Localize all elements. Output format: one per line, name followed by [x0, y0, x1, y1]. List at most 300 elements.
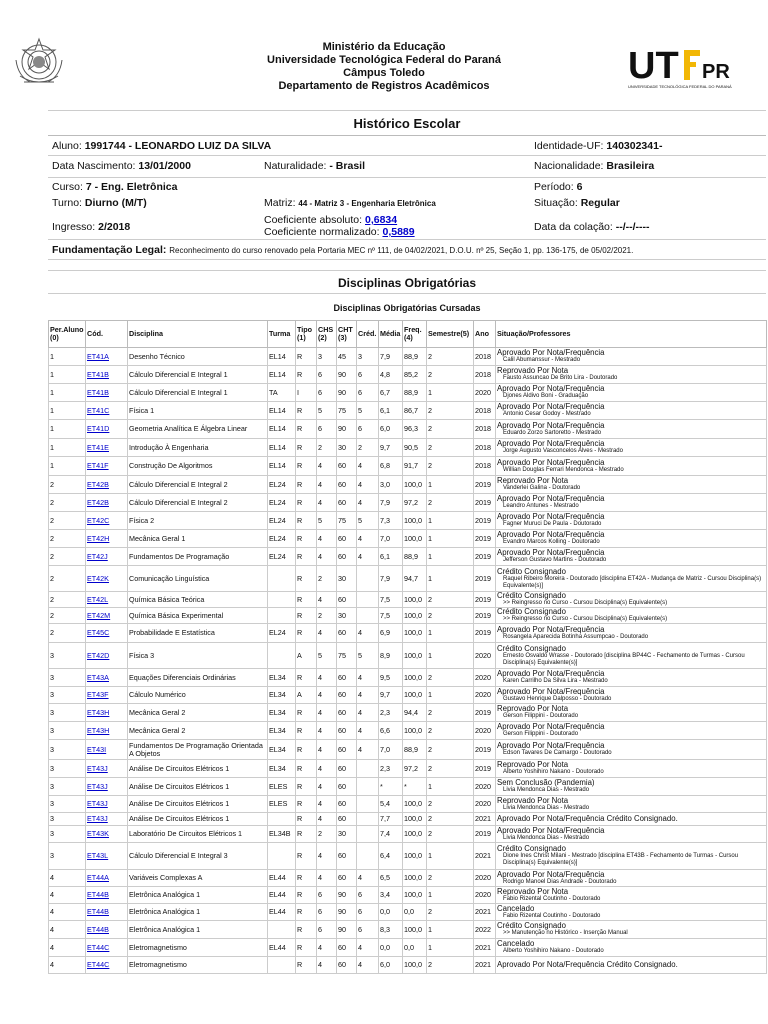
cell-freq: 94,4 — [403, 704, 427, 722]
course-code-cell[interactable] — [86, 843, 128, 870]
course-code-cell[interactable] — [86, 457, 128, 476]
cell-sem: 2 — [427, 439, 474, 457]
cell-disc: Mecânica Geral 2 — [128, 722, 268, 740]
cell-media: 6,0 — [379, 957, 403, 974]
course-code-cell[interactable] — [86, 494, 128, 512]
cell-turma: TA — [268, 384, 296, 402]
situacao-status: Aprovado Por Nota/Frequência Crédito Consignado. — [497, 814, 678, 823]
cell-tipo: R — [296, 904, 317, 921]
cell-cred: 4 — [357, 957, 379, 974]
cell-turma: EL24 — [268, 548, 296, 566]
situacao-status: Aprovado Por Nota/Frequência — [497, 669, 605, 678]
cell-per: 1 — [49, 457, 86, 476]
cell-chs: 2 — [317, 608, 337, 624]
course-code-cell[interactable] — [86, 643, 128, 669]
course-code-cell[interactable] — [86, 366, 128, 384]
info-row-ingresso — [48, 212, 766, 240]
cell-media: 2,3 — [379, 760, 403, 778]
cell-turma — [268, 592, 296, 608]
cell-sem: 1 — [427, 887, 474, 904]
cell-turma: EL24 — [268, 476, 296, 494]
institution-block — [200, 41, 568, 93]
course-code-cell[interactable] — [86, 870, 128, 887]
cell-tipo: R — [296, 512, 317, 530]
table-row — [49, 843, 767, 870]
situacao-professor: Gustavo Henrique Dalposso - Doutorado — [503, 695, 612, 702]
cell-cred: 4 — [357, 530, 379, 548]
cell-situacao — [496, 760, 767, 778]
course-code-cell[interactable] — [86, 722, 128, 740]
cell-freq: 100,0 — [403, 643, 427, 669]
cell-freq: 94,7 — [403, 566, 427, 592]
cell-ano: 2020 — [474, 669, 496, 687]
column-header: Per.Aluno (0) — [49, 321, 86, 348]
course-code-cell[interactable] — [86, 592, 128, 608]
column-header: Semestre(5) — [427, 321, 474, 348]
situacao-status: Aprovado Por Nota/Frequência — [497, 722, 605, 731]
cell-turma: EL34 — [268, 760, 296, 778]
table-row — [49, 870, 767, 887]
course-code-link[interactable]: ET43L — [87, 851, 109, 861]
situacao-professor: Livia Mendonca Dias - Mestrado — [503, 834, 590, 841]
situacao-status: Reprovado Por Nota — [497, 704, 569, 713]
cell-freq: 100,0 — [403, 687, 427, 704]
course-code-link[interactable]: ET41B — [87, 387, 109, 397]
cell-disc: Eletrônica Analógica 1 — [128, 887, 268, 904]
coef-abs-label: Coeficiente absoluto: — [264, 214, 363, 226]
course-code-link[interactable]: ET42C — [87, 515, 110, 525]
cell-cred: 6 — [357, 904, 379, 921]
cell-situacao — [496, 778, 767, 796]
cell-sem: 2 — [427, 722, 474, 740]
cell-disc: Comunicação Linguística — [128, 566, 268, 592]
cell-turma: ELES — [268, 796, 296, 813]
course-code-cell[interactable] — [86, 420, 128, 439]
course-code-cell[interactable] — [86, 778, 128, 796]
situacao-professor: Gerson Filippini - Doutorado — [503, 731, 579, 737]
cell-ano: 2021 — [474, 843, 496, 870]
cell-cht: 30 — [337, 439, 357, 457]
situacao-professor: Fagner Muruci De Paula - Doutorado — [503, 521, 602, 527]
situacao-professor: Rodrigo Manoel Dias Andrade - Doutorado — [503, 878, 617, 885]
matriz-label: Matriz: — [264, 197, 296, 209]
cell-disc: Fundamentos De Programação Orientada A Objetos — [128, 740, 268, 760]
cell-freq: 96,3 — [403, 420, 427, 439]
cell-ano: 2019 — [474, 592, 496, 608]
cell-ano: 2020 — [474, 384, 496, 402]
course-code-cell[interactable] — [86, 548, 128, 566]
cell-cht: 75 — [337, 643, 357, 669]
course-code-link[interactable]: ET41A — [87, 351, 109, 361]
table-row — [49, 608, 767, 624]
cell-situacao — [496, 843, 767, 870]
cell-turma: EL34 — [268, 740, 296, 760]
cell-cht: 60 — [337, 457, 357, 476]
table-row — [49, 566, 767, 592]
situacao-professor: Vanderlei Galina - Doutorado — [503, 485, 581, 491]
cell-cred: 6 — [357, 384, 379, 402]
course-code-link[interactable]: ET43H — [87, 725, 110, 735]
course-code-link[interactable]: ET43F — [87, 690, 109, 700]
nascimento-label: Data Nascimento: — [52, 160, 136, 172]
course-code-cell[interactable] — [86, 439, 128, 457]
brazil-coat-of-arms-icon — [12, 36, 66, 92]
cell-tipo: R — [296, 843, 317, 870]
cell-cred — [357, 813, 379, 826]
course-code-link[interactable]: ET41F — [87, 461, 109, 471]
cell-tipo: R — [296, 704, 317, 722]
course-code-link[interactable]: ET44B — [87, 924, 109, 934]
cell-tipo: R — [296, 778, 317, 796]
cell-cred: 4 — [357, 669, 379, 687]
course-code-link[interactable]: ET42L — [87, 594, 109, 604]
cell-cred — [357, 608, 379, 624]
cell-freq: 100,0 — [403, 870, 427, 887]
cell-sem: 1 — [427, 939, 474, 957]
course-code-cell[interactable] — [86, 796, 128, 813]
column-header: Média — [379, 321, 403, 348]
cell-cht: 60 — [337, 813, 357, 826]
cell-per: 4 — [49, 904, 86, 921]
coef-norm-link[interactable]: 0,5889 — [382, 226, 415, 238]
cell-cred — [357, 843, 379, 870]
cell-media: 7,9 — [379, 494, 403, 512]
cell-ano: 2020 — [474, 722, 496, 740]
course-code-link[interactable]: ET44A — [87, 873, 109, 883]
situacao-status: Aprovado Por Nota/Frequência — [497, 548, 605, 557]
cell-cred: 4 — [357, 457, 379, 476]
cell-disc: Física 1 — [128, 402, 268, 420]
cell-ano: 2018 — [474, 402, 496, 420]
course-code-cell[interactable] — [86, 813, 128, 826]
cell-tipo: R — [296, 624, 317, 643]
course-code-cell[interactable] — [86, 384, 128, 402]
column-header: Ano — [474, 321, 496, 348]
situacao-status: Aprovado Por Nota/Frequência — [497, 457, 605, 467]
periodo-value: 6 — [576, 181, 583, 193]
situacao-status: Aprovado Por Nota/Frequência — [497, 512, 605, 521]
cell-media: * — [379, 778, 403, 796]
course-code-cell[interactable] — [86, 566, 128, 592]
situacao-status: Aprovado Por Nota/Frequência Crédito Consignado. — [497, 960, 678, 969]
cell-media: 6,5 — [379, 870, 403, 887]
cell-sem: 1 — [427, 843, 474, 870]
course-code-link[interactable]: ET41C — [87, 405, 110, 415]
situacao-status: Crédito Consignado — [497, 607, 566, 616]
cell-per: 3 — [49, 740, 86, 760]
cell-sem: 1 — [427, 921, 474, 939]
cell-per: 3 — [49, 826, 86, 843]
course-code-link[interactable]: ET44B — [87, 890, 109, 900]
cell-cht: 60 — [337, 548, 357, 566]
aluno-value: 1991744 - LEONARDO LUIZ DA SILVA — [84, 140, 272, 152]
fund-value: Reconhecimento do curso renovado pela Portaria MEC nº 111, de 04/02/2021, D.O.U. nº 25, Seção 1, pp. 136-175, de 05/02/2021. — [169, 246, 634, 255]
cell-cred — [357, 592, 379, 608]
cell-per: 3 — [49, 796, 86, 813]
course-code-cell[interactable] — [86, 624, 128, 643]
turno-value: Diurno (M/T) — [84, 197, 147, 209]
colacao-value: --/--/---- — [615, 221, 650, 233]
cell-cred — [357, 760, 379, 778]
cell-media: 7,4 — [379, 826, 403, 843]
cell-ano: 2019 — [474, 566, 496, 592]
course-code-link[interactable]: ET43J — [87, 799, 108, 809]
course-code-cell[interactable] — [86, 760, 128, 778]
cell-disc: Química Básica Experimental — [128, 608, 268, 624]
cell-chs: 6 — [317, 921, 337, 939]
course-code-cell[interactable] — [86, 887, 128, 904]
cell-chs: 4 — [317, 624, 337, 643]
utfpr-logo — [628, 44, 738, 90]
situacao-status: Reprovado Por Nota — [497, 795, 569, 805]
course-code-cell[interactable] — [86, 921, 128, 939]
table-row — [49, 957, 767, 974]
cell-cht: 60 — [337, 870, 357, 887]
cell-chs: 4 — [317, 669, 337, 687]
cell-sem: 2 — [427, 826, 474, 843]
cell-sem: 2 — [427, 608, 474, 624]
table-row — [49, 939, 767, 957]
cell-cht: 90 — [337, 887, 357, 904]
column-header: CHT (3) — [337, 321, 357, 348]
course-code-link[interactable]: ET43K — [87, 829, 109, 839]
cell-per: 2 — [49, 512, 86, 530]
cell-chs: 4 — [317, 722, 337, 740]
situacao-status: Crédito Consignado — [497, 844, 566, 853]
cell-sem: 1 — [427, 687, 474, 704]
cell-disc: Mecânica Geral 2 — [128, 704, 268, 722]
cell-media: 2,3 — [379, 704, 403, 722]
cell-ano: 2020 — [474, 643, 496, 669]
cell-freq: 100,0 — [403, 608, 427, 624]
situacao-label: Situação: — [534, 197, 578, 209]
cell-situacao — [496, 740, 767, 760]
cell-per: 2 — [49, 566, 86, 592]
cell-disc: Cálculo Diferencial E Integral 3 — [128, 843, 268, 870]
cell-turma: EL34 — [268, 722, 296, 740]
table-row — [49, 704, 767, 722]
cell-cht: 60 — [337, 669, 357, 687]
cell-per: 3 — [49, 813, 86, 826]
cell-cht: 60 — [337, 843, 357, 870]
cell-ano: 2019 — [474, 740, 496, 760]
cell-chs: 6 — [317, 887, 337, 904]
table-row — [49, 402, 767, 420]
cell-disc: Introdução À Engenharia — [128, 439, 268, 457]
course-code-link[interactable]: ET43J — [87, 814, 108, 824]
cell-per: 4 — [49, 887, 86, 904]
cell-tipo: R — [296, 457, 317, 476]
fund-label: Fundamentação Legal: — [52, 244, 167, 256]
column-header: Disciplina — [128, 321, 268, 348]
course-code-link[interactable]: ET42H — [87, 533, 110, 543]
cell-turma — [268, 643, 296, 669]
cell-situacao — [496, 921, 767, 939]
course-code-link[interactable]: ET43H — [87, 707, 110, 717]
cell-per: 2 — [49, 608, 86, 624]
cell-chs: 6 — [317, 904, 337, 921]
cell-ano: 2019 — [474, 476, 496, 494]
cell-situacao — [496, 512, 767, 530]
cell-freq: 100,0 — [403, 722, 427, 740]
course-code-link[interactable]: ET41E — [87, 442, 109, 452]
cell-freq: 100,0 — [403, 921, 427, 939]
page-title: Histórico Escolar — [48, 110, 766, 136]
cell-sem: 2 — [427, 740, 474, 760]
cell-cht: 60 — [337, 530, 357, 548]
cell-cred: 4 — [357, 740, 379, 760]
cell-chs: 4 — [317, 457, 337, 476]
situacao-professor: Alberto Yoshihiro Nakano - Doutorado — [503, 769, 604, 775]
table-row — [49, 904, 767, 921]
cell-media: 9,7 — [379, 687, 403, 704]
cell-sem: 1 — [427, 476, 474, 494]
cell-freq: 88,9 — [403, 548, 427, 566]
column-header: Tipo (1) — [296, 321, 317, 348]
cell-cht: 60 — [337, 760, 357, 778]
course-code-cell[interactable] — [86, 939, 128, 957]
course-code-cell[interactable] — [86, 687, 128, 704]
cell-tipo: R — [296, 826, 317, 843]
coef-abs-link[interactable]: 0,6834 — [365, 214, 398, 226]
course-code-cell[interactable] — [86, 512, 128, 530]
cell-ano: 2021 — [474, 904, 496, 921]
course-code-cell[interactable] — [86, 402, 128, 420]
cell-freq: 100,0 — [403, 826, 427, 843]
course-code-link[interactable]: ET44C — [87, 942, 110, 952]
cell-turma: EL34 — [268, 687, 296, 704]
cell-chs: 4 — [317, 760, 337, 778]
course-code-link[interactable]: ET41D — [87, 424, 110, 434]
cell-tipo: R — [296, 939, 317, 957]
cell-cht: 60 — [337, 939, 357, 957]
cell-freq: 88,9 — [403, 740, 427, 760]
naturalidade-label: Naturalidade: — [264, 160, 327, 172]
cell-ano: 2021 — [474, 939, 496, 957]
course-code-cell[interactable] — [86, 826, 128, 843]
cell-cred: 5 — [357, 402, 379, 420]
cell-cht: 75 — [337, 402, 357, 420]
cell-media: 3,0 — [379, 476, 403, 494]
course-code-link[interactable]: ET43J — [87, 781, 108, 791]
course-code-cell[interactable] — [86, 669, 128, 687]
cell-cred: 2 — [357, 439, 379, 457]
course-code-link[interactable]: ET42K — [87, 573, 109, 583]
cell-disc: Cálculo Diferencial E Integral 2 — [128, 476, 268, 494]
cell-sem: 2 — [427, 592, 474, 608]
situacao-status: Aprovado Por Nota/Frequência — [497, 439, 605, 448]
info-row-nascimento — [48, 156, 766, 178]
info-row-aluno — [48, 136, 766, 156]
cell-freq: 88,9 — [403, 348, 427, 366]
cell-turma: EL34 — [268, 669, 296, 687]
course-code-link[interactable]: ET44C — [87, 960, 110, 970]
table-row — [49, 624, 767, 643]
cell-media: 8,9 — [379, 643, 403, 669]
cell-sem: 2 — [427, 796, 474, 813]
course-code-cell[interactable] — [86, 904, 128, 921]
course-code-link[interactable]: ET41B — [87, 369, 109, 379]
course-code-cell[interactable] — [86, 530, 128, 548]
cell-cht: 60 — [337, 796, 357, 813]
table-row — [49, 687, 767, 704]
cell-turma: EL34 — [268, 704, 296, 722]
campus-name: Câmpus Toledo — [343, 67, 425, 79]
course-code-link[interactable]: ET42B — [87, 479, 109, 489]
cell-situacao — [496, 548, 767, 566]
info-row-curso — [48, 178, 766, 196]
cell-media: 7,9 — [379, 348, 403, 366]
course-code-cell[interactable] — [86, 476, 128, 494]
cell-disc: Variáveis Complexas A — [128, 870, 268, 887]
course-code-cell[interactable] — [86, 957, 128, 974]
cell-chs: 4 — [317, 740, 337, 760]
cell-turma: EL14 — [268, 420, 296, 439]
course-code-link[interactable]: ET42J — [87, 551, 108, 561]
situacao-status: Aprovado Por Nota/Frequência — [497, 384, 605, 393]
course-code-cell[interactable] — [86, 608, 128, 624]
course-code-cell[interactable] — [86, 740, 128, 760]
cell-ano: 2019 — [474, 624, 496, 643]
cell-situacao — [496, 704, 767, 722]
cell-tipo: R — [296, 494, 317, 512]
situacao-professor: Karen Carrilho Da Silva Lira - Mestrado — [503, 678, 608, 684]
cell-media: 4,8 — [379, 366, 403, 384]
table-row — [49, 476, 767, 494]
course-code-link[interactable]: ET45C — [87, 628, 110, 638]
cell-turma: EL34B — [268, 826, 296, 843]
course-code-link[interactable]: ET42B — [87, 497, 109, 507]
situacao-status: Reprovado Por Nota — [497, 886, 569, 896]
cell-chs: 4 — [317, 548, 337, 566]
cell-disc: Cálculo Diferencial E Integral 2 — [128, 494, 268, 512]
cell-ano: 2019 — [474, 760, 496, 778]
table-row — [49, 366, 767, 384]
cell-ano: 2022 — [474, 921, 496, 939]
course-code-link[interactable]: ET44B — [87, 907, 109, 917]
cell-chs: 4 — [317, 494, 337, 512]
cell-ano: 2019 — [474, 512, 496, 530]
situacao-professor: Dione Ines Christ Milani - Mestrado [disciplina ET43B - Fechamento de Turmas - Cursou Disciplina(s) Equivalente(s)] — [503, 853, 739, 866]
situacao-value: Regular — [580, 197, 620, 209]
turno-label: Turno: — [52, 197, 82, 209]
cell-cred: 6 — [357, 366, 379, 384]
nascimento-value: 13/01/2000 — [138, 160, 191, 172]
course-code-link[interactable]: ET42D — [87, 650, 110, 660]
cell-sem: 1 — [427, 566, 474, 592]
cell-ano: 2018 — [474, 366, 496, 384]
course-code-link[interactable]: ET42M — [87, 610, 111, 620]
table-row — [49, 740, 767, 760]
course-code-cell[interactable] — [86, 704, 128, 722]
table-row — [49, 826, 767, 843]
cell-media: 3,4 — [379, 887, 403, 904]
course-code-link[interactable]: ET43I — [87, 744, 107, 754]
course-code-link[interactable]: ET43A — [87, 672, 109, 682]
course-code-link[interactable]: ET43J — [87, 763, 108, 773]
cell-turma: EL24 — [268, 512, 296, 530]
situacao-professor: Livia Mendonca Dias - Mestrado — [503, 804, 590, 811]
cell-cred: 3 — [357, 348, 379, 366]
coef-norm-label: Coeficiente normalizado: — [264, 226, 380, 238]
cell-freq: 100,0 — [403, 957, 427, 974]
cell-turma: EL24 — [268, 494, 296, 512]
course-code-cell[interactable] — [86, 348, 128, 366]
table-header-row — [49, 321, 767, 348]
cell-cht: 60 — [337, 704, 357, 722]
situacao-status: Aprovado Por Nota/Frequência — [497, 624, 605, 634]
identidade-value: 140302341- — [606, 140, 663, 152]
